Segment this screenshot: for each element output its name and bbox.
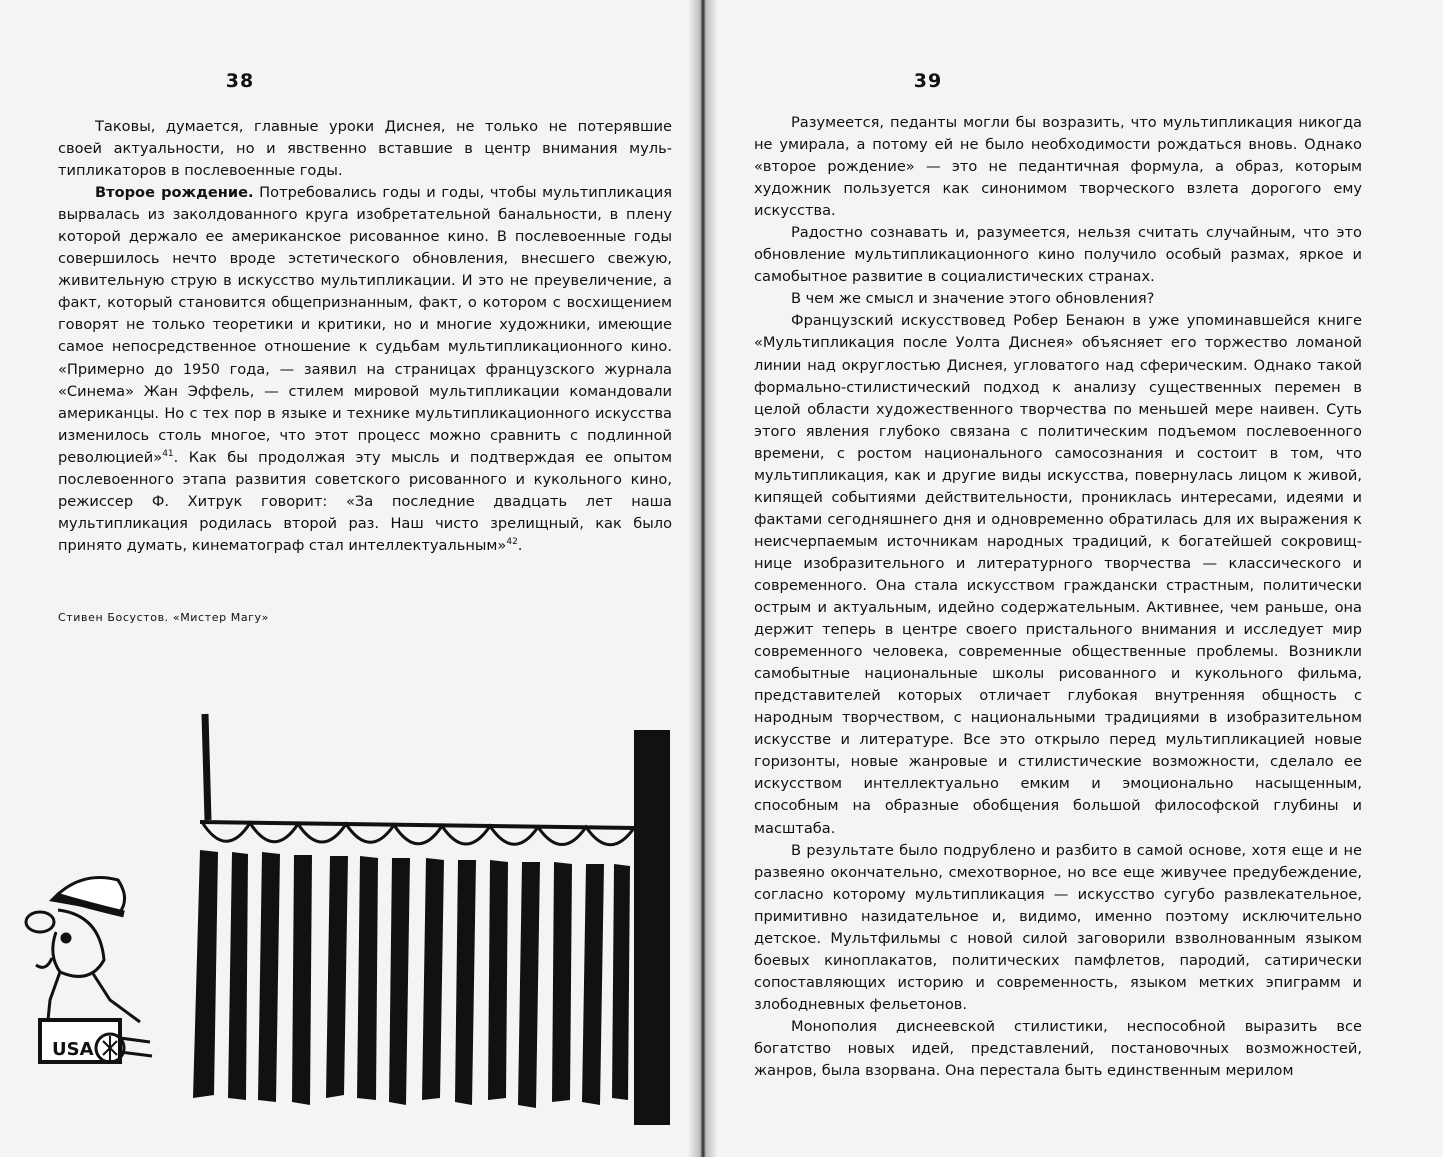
paragraph-text: . bbox=[517, 536, 523, 554]
paragraph: Разумеется, педанты могли бы возразить, что мультипликация никогда не умирала, а потому ей не было необходимости рождаться вновь. Однако «второе рождение» — это не педантичная формула, а образ, которым художник пользуется как синонимом творческого взлета дорогого ему искусства. bbox=[754, 114, 1362, 220]
page-number-left: 38 bbox=[225, 70, 255, 92]
right-page bbox=[718, 0, 1443, 1157]
footnote-ref: 42 bbox=[506, 537, 518, 548]
page-number-right: 39 bbox=[913, 70, 943, 92]
figure-caption: Стивен Босустов. «Мистер Магу» bbox=[58, 611, 269, 624]
usa-sign-text: USA bbox=[52, 1039, 94, 1060]
mister-magoo-illustration bbox=[0, 700, 688, 1130]
book-gutter bbox=[688, 0, 718, 1157]
left-page-text bbox=[58, 116, 672, 557]
paragraph: Таковы, думается, главные уроки Диснея, не только не потерявшие своей актуальности, но и явственно вставшие в центр внимания мультипликаторов в послевоенные годы. bbox=[58, 118, 672, 180]
paragraph: Монополия диснеевской стилистики, неспособной выразить все богатство новых идей, представлений, постановочных возможностей, жанров, была взорвана. Она перестала быть единственным мерилом bbox=[754, 1017, 1362, 1080]
right-page-text bbox=[754, 112, 1362, 1082]
footnote-ref: 41 bbox=[162, 448, 174, 459]
paragraph bbox=[58, 182, 672, 557]
paragraph: Французский искусствовед Робер Бенаюн в уже упоминавшейся книге «Мультипликация после Уолта Диснея» объясняет его торжество ломаной линии над округлостью Диснея, угловатого над сферическим. Однако такой формально-стилистический подход к анализу существенных перемен в целой области художественного творчества по меньшей мере наивен. Суть этого явления глубоко связана с политическим подъемом послевоенного времени, с ростом национального самосознания и состоит в том, что мультипликация, как и другие виды искусства, повернулась лицом к живой, кипящей событиями действительности, прониклась интересами, идеями и фактами сегодняшнего дня и одновременно обратилась для их выражения к неисчерпаемым источникам народных традиций, к богатейшей сокровищнице изобразительного и литературного творчества — классического и современного. Она стала искусством граждански страстным, политически острым и актуальным, идейно содержательным. Активнее, чем раньше, она держит теперь в центре своего пристального внимания и исследует мир современного человека, современные общественные проблемы. Возникли самобытные национальные школы рисованного и кукольного фильма, представителей которых отличает глубокая внутренняя общность с народным творчеством, с национальными традициями в изобразительном искусстве и литературе. Все это открыло перед мультипликацией новые горизонты, новые жанровые и стилистические возможности, сделало ее искусством интеллектуально емким и эмоционально насыщенным, способным на образные обобщения большой философской глубины и масштаба. bbox=[754, 312, 1362, 837]
paragraph-text: . Как бы продолжая эту мысль и подтверждая ее опытом послевоенного этапа развития советского рисованного и кукольного кино, режиссер Ф. Хитрук говорит: «За последние двадцать лет наша мультипликация родилась второй раз. Наш чисто зрелищный, как было принято думать, кинематограф стал интеллектуальным» bbox=[58, 448, 672, 554]
magoo-figure bbox=[26, 878, 152, 1063]
paragraph: В чем же смысл и значение этого обновления? bbox=[791, 290, 1155, 308]
section-heading: Второе рождение. bbox=[95, 184, 254, 202]
paragraph-text: Потребовались годы и годы, чтобы мультипликация вырвалась из заколдованного круга изобретательной банальности, в плену которой держало ее американское рисованное кино. В послевоенные годы совершилось нечто вроде эстетического обновления, внесшего свежую, живительную струю в искусство мультипликации. И это не преувеличение, а факт, который становится общепризнанным, факт, о котором с восхищением говорят не только теоретики и критики, но и многие художники, имеющие самое непосредственное отношение к судьбам мультипликационного кино. «Примерно до 1950 года, — заявил на страницах французского журнала «Синема» Жан Эффель, — стилем мировой мультипликации командовали американцы. Но с тех пор в языке и технике мультипликационного искусства изменилось столь многое, что этот процесс можно сравнить с подлинной революцией» bbox=[58, 184, 672, 466]
paragraph: Радостно сознавать и, разумеется, нельзя считать случайным, что это обновление мультипликационного кино получило особый размах, яркое и самобытное развитие в социалистических странах. bbox=[754, 224, 1362, 286]
left-page bbox=[0, 0, 688, 1157]
curtain-fringe bbox=[193, 850, 630, 1108]
paragraph: В результате было подрублено и разбито в самой основе, хотя еще и не развеяно окончательно, смехотворное, но все еще живучее предубеждение, согласно которому мультипликация — искусство сугубо развлекательное, примитивно назидательное и, видимо, именно поэтому исключительно детское. Мультфильмы с новой силой заговорили взволнованным языком боевых киноплакатов, политических памфлетов, пародий, сатирически сопоставляющих историю и современность, языком метких эпиграмм и злободневных фельетонов. bbox=[754, 841, 1362, 1013]
